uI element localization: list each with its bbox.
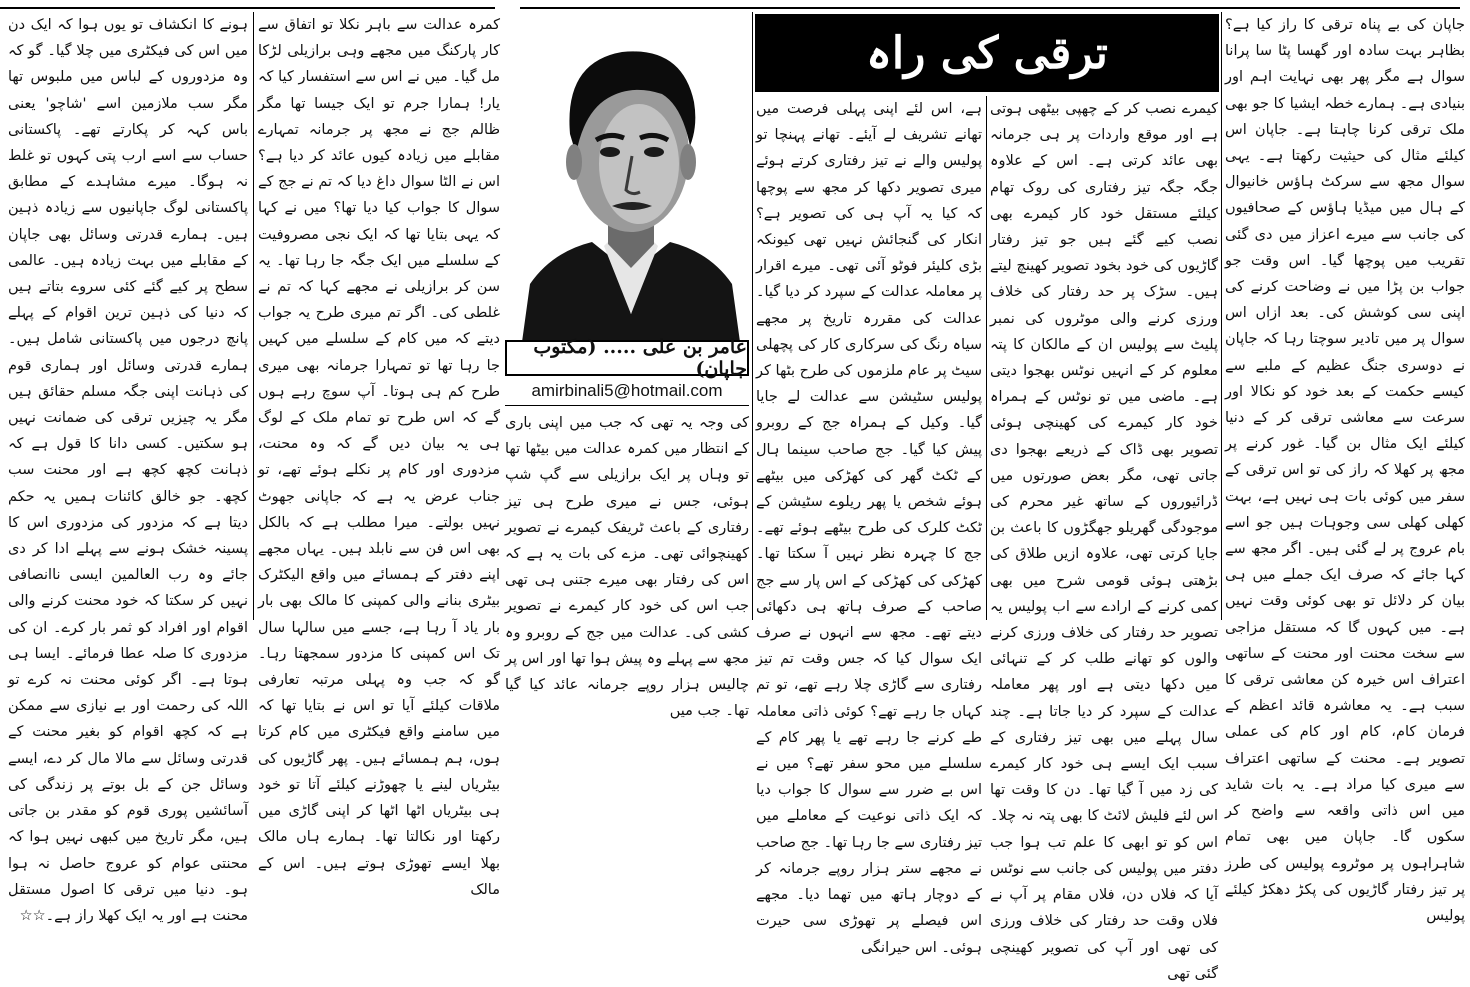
top-strip [0, 0, 1470, 10]
author-byline-box [505, 336, 749, 380]
author-photo [512, 14, 750, 342]
author-email[interactable]: amirbinali5@hotmail.com [531, 381, 723, 400]
column-text: ہے، اس لئے اپنی پہلی فرصت میں تھانے تشریف لے آیئے۔ تھانے پہنچا تو پولیس والے نے تیز رفتاری کرتے ہوئے میری تصویر دکھا کر مجھ سے پوچھا کہ کیا یہ آپ ہی کی تصویر ہے؟ انکار کی گنجائش نہیں تھی کیونکہ بڑی کلیئر فوٹو آئی تھی۔ میرے اقرار پر معاملہ عدالت کے سپرد کر دیا گیا۔ عدالت کی مقررہ تاریخ پر مجھے سیاہ رنگ کی سرکاری کار کی پچھلی سیٹ پر عام ملزموں کی طرح بٹھا کر پولیس سٹیشن سے عدالت لے جایا گیا۔ وکیل کے ہمراہ جج کے روبرو پیش کیا گیا۔ جج صاحب سینما ہال کے ٹکٹ گھر کی کھڑکی میں بیٹھے ہوئے شخص یا پھر ریلوے سٹیشن کے ٹکٹ کلرک کی طرح بیٹھے ہوئے تھے۔ جج کا چہرہ نظر نہیں آ سکتا تھا۔ کھڑکی کی کھڑکی کے اس پار سے جج صاحب کے صرف ہاتھ ہی دکھائی دیتے تھے۔ مجھ سے انہوں نے صرف ایک سوال کیا کہ جس وقت تم تیز رفتاری سے گاڑی چلا رہے تھے، تو تم کہاں جا رہے تھے؟ کوئی ذاتی معاملہ طے کرنے جا رہے تھے یا پھر کام کے سلسلے میں محو سفر تھے؟ میں نے اس بے ضرر سے سوال کا جواب دیا کہ ایک ذاتی نوعیت کے معاملے میں تیز رفتاری سے جا رہا تھا۔ جج صاحب نے مجھے ستر ہزار روپے جرمانہ کر کے دوچار ہاتھ میں تھما دیا۔ مجھے اس فیصلے پر تھوڑی سی حیرت ہوئی۔ اس حیرانگی [756, 101, 982, 956]
byline-rule [505, 405, 749, 406]
column-divider [986, 96, 987, 620]
column-divider [752, 12, 753, 620]
article-column-5 [258, 12, 500, 898]
author-byline: عامر بن علی ..... (مکتوب جاپان) [533, 336, 747, 380]
article-column-2 [990, 96, 1218, 982]
article-column-6 [8, 12, 248, 924]
article-column-1 [1225, 12, 1465, 924]
column-divider [1221, 12, 1222, 620]
author-photo-illustration [512, 14, 750, 342]
column-text: ہونے کا انکشاف تو یوں ہوا کہ ایک دن میں اس کی فیکٹری میں چلا گیا۔ گو کہ وہ مزدوروں کے لباس میں ملبوس تھا مگر سب ملازمین اسے 'شاچو' یعنی باس کہہ کر پکارتے تھے۔ پاکستانی حساب سے اسے ارب پتی کہوں تو غلط نہ ہوگا۔ میرے مشاہدے کے مطابق پاکستانی لوگ جاپانیوں سے زیادہ ذہین ہیں۔ ہمارے قدرتی وسائل بھی جاپان کے مقابلے میں بہت زیادہ ہیں۔ عالمی سطح پر کیے گئے کئی سروے بتاتے ہیں کہ دنیا کی ذہین ترین اقوام کے پہلے پانچ درجوں میں پاکستانی شامل ہیں۔ ہمارے قدرتی وسائل اور ہماری قوم کی ذہانت اپنی جگہ مسلم حقائق ہیں مگر یہ چیزیں ترقی کی ضمانت نہیں ہو سکتیں۔ کسی دانا کا قول ہے کہ ذہانت کچھ کچھ ہے اور محنت سب کچھ۔ جو خالق کائنات ہمیں یہ حکم دیتا ہے کہ مزدور کی مزدوری اس کا پسینہ خشک ہونے سے پہلے ادا کر دی جائے وہ رب العالمین ایسی ناانصافی نہیں کر سکتا کہ خود محنت کرنے والی اقوام اور افراد کو ثمر بار کرے۔ ان کی مزدوری کا صلہ عطا فرمائے۔ ایسا ہی ہوتا ہے۔ اگر کوئی محنت نہ کرے تو اللہ کی رحمت اور بے نیازی سے ممکن ہے کہ کچھ اقوام کو بغیر محنت کے قدرتی وسائل سے مالا مال کر دے، ایسے وسائل جن کے بل بوتے پر زندگی کی آسائشیں پوری قوم کو مقدر بن جاتی ہیں، مگر تاریخ میں کبھی نہیں ہوا کہ محنتی عوام کو عروج حاصل نہ ہوا ہو۔ دنیا میں ترقی کا اصول مستقل محنت ہے اور یہ ایک کھلا راز ہے۔☆☆ [8, 17, 248, 924]
column-text: کمرہ عدالت سے باہر نکلا تو اتفاق سے کار پارکنگ میں مجھے وہی برازیلی لڑکا مل گیا۔ میں نے اس سے استفسار کیا کہ یار! ہمارا جرم تو ایک جیسا تھا مگر ظالم جج نے مجھ پر جرمانہ تمہارے مقابلے میں زیادہ کیوں عائد کر دیا ہے؟ اس نے الٹا سوال داغ دیا کہ تم نے جج کے سوال کا جواب کیا دیا تھا؟ میں نے کہا کہ یہی بتایا تھا کہ ایک نجی مصروفیت کے سلسلے میں ایک جگہ جا رہا تھا۔ یہ سن کر برازیلی نے مجھے کہا کہ تم نے غلطی کی۔ اگر تم میری طرح یہ جواب دیتے کہ میں کام کے سلسلے میں کہیں جا رہا تھا تو تمہارا جرمانہ بھی میری طرح کم ہی ہوتا۔ آپ سوچ رہے ہوں گے کہ اس طرح تو تمام ملک کے لوگ ہی یہ بیان دیں گے کہ وہ محنت، مزدوری اور کام پر نکلے ہوئے تھے، تو جناب عرض یہ ہے کہ جاپانی جھوٹ نہیں بولتے۔ میرا مطلب ہے کہ بالکل بھی اس فن سے نابلد ہیں۔ یہاں مجھے اپنے دفتر کے ہمسائے میں واقع الیکٹرک بیٹری بنانے والی کمپنی کا مالک بھی بار بار یاد آ رہا ہے، جسے میں سالہا سال تک اس کمپنی کا مزدور سمجھتا رہا۔ گو کہ جب وہ پہلی مرتبہ تعارفی ملاقات کیلئے آیا تو اس نے بتایا تھا کہ میں سامنے واقع فیکٹری میں کام کرتا ہوں، ہم ہمسائے ہیں۔ پھر گاڑیوں کی بیٹریاں لینے یا چھوڑنے کیلئے آتا تو خود ہی بیٹریاں اٹھا اٹھا کر اپنی گاڑی میں رکھتا اور نکالتا تھا۔ ہمارے ہاں مالک بھلا ایسے تھوڑی ہوتے ہیں۔ اس کے مالک [258, 17, 500, 898]
top-rule-right [520, 7, 1460, 9]
column-text: کیمرے نصب کر کے چھپی بیٹھی ہوتی ہے اور موقع واردات پر ہی جرمانہ بھی عائد کرتی ہے۔ اس کے علاوہ جگہ جگہ تیز رفتاری کی روک تھام کیلئے مستقل خود کار کیمرے بھی نصب کیے گئے ہیں جو تیز رفتار گاڑیوں کی خود بخود تصویر کھینچ لیتے ہیں۔ سڑک پر حد رفتار کی خلاف ورزی کرنے والی موٹروں کی نمبر پلیٹ سے پولیس ان کے مالکان کا پتہ معلوم کر کے انہیں نوٹس بھجوا دیتی ہے۔ ماضی میں تو نوٹس کے ہمراہ خود کار کیمرے کی کھینچی ہوئی تصویر بھی ڈاک کے ذریعے بھجوا دی جاتی تھی، مگر بعض صورتوں میں ڈرائیوروں کے ساتھ غیر محرم کی موجودگی گھریلو جھگڑوں کا باعث بن جایا کرتی تھی، علاوہ ازیں طلاق کی بڑھتی ہوئی قومی شرح میں بھی کمی کرنے کے ارادے سے اب پولیس یہ تصویر حد رفتار کی خلاف ورزی کرنے والوں کو تھانے طلب کر کے تنہائی میں دکھا دیتی ہے اور پھر معاملہ عدالت کے سپرد کر دیا جاتا ہے۔ چند سال پہلے میں بھی تیز رفتاری کے سبب ایک ایسے ہی خود کار کیمرے کی زد میں آ گیا تھا۔ دن کا وقت تھا اس لئے فلیش لائٹ کا بھی پتہ نہ چلا۔ اس کو تو ابھی کا علم تب ہوا جب دفتر میں پولیس کی جانب سے نوٹس آیا کہ فلاں دن، فلاں مقام پر آپ نے فلاں وقت حد رفتار کی خلاف ورزی کی تھی اور آپ کی تصویر کھینچی گئی تھی [990, 101, 1218, 982]
column-text: کی وجہ یہ تھی کہ جب میں اپنی باری کے انتظار میں کمرہ عدالت میں بیٹھا تھا تو وہاں پر ایک برازیلی سے گپ شپ ہوئی، جس نے میری طرح ہی تیز رفتاری کے باعث ٹریفک کیمرے نے تصویر کھینچوائی تھی۔ مزے کی بات یہ ہے کہ اس کی رفتار بھی میرے جتنی ہی تھی جب اس کی خود کار کیمرے نے تصویر کشی کی۔ عدالت میں جج کے روبرو وہ مجھ سے پہلے وہ پیش ہوا تھا اور اس پر چالیس ہزار روپے جرمانہ عائد کیا گیا تھا۔ جب میں [505, 415, 749, 720]
column-divider [253, 12, 254, 620]
article-title-banner [755, 14, 1219, 92]
column-text: جاپان کی بے پناہ ترقی کا راز کیا ہے؟ بظاہر بہت سادہ اور گھسا پٹا سا پرانا سوال ہے مگر پھر بھی نہایت اہم اور بنیادی ہے۔ ہمارے خطہ ایشیا کا جو بھی ملک ترقی کرنا چاہتا ہے۔ جاپان اس کیلئے مثال کی حیثیت رکھتا ہے۔ یہی سوال مجھ سے سرکٹ ہاؤس خانیوال کے ہال میں میڈیا ہاؤس کے صحافیوں کی جانب سے میرے اعزاز میں دی گئی تقریب میں پوچھا گیا۔ اس وقت جو جواب بن پڑا میں نے وضاحت کرنے کی اپنی سی کوشش کی۔ بعد ازاں اس سوال پر میں تادیر سوچتا رہا کہ جاپان نے دوسری جنگ عظیم کے ملبے سے کیسے حکمت کے بعد خود کو نکالا اور سرعت سے معاشی ترقی کر کے دنیا کیلئے ایک مثال بن گیا۔ غور کرنے پر مجھ پر کھلا کہ راز کی تو اس ترقی کے سفر میں کوئی بات ہی نہیں ہے، بہت کھلی کھلی سی وجوہات ہیں جو اسے بام عروج پر لے گئی ہیں۔ اگر مجھ سے کہا جائے کہ صرف ایک جملے میں ہی بیان کر دلائل تو بھی کوئی وقت نہیں ہے۔ میں کہوں گا کہ مستقل مزاجی سے سخت محنت اور محنت کے ساتھی اعتراف اس خیرہ کن معاشی ترقی کا سبب ہے۔ یہ معاشرہ قائد اعظم کے فرمان کام، کام اور کام کی عملی تصویر ہے۔ محنت کے ساتھی اعتراف سے میری کیا مراد ہے۔ یہ بات شاید میں اس ذاتی واقعہ سے واضح کر سکوں گا۔ جاپان میں بھی تمام شاہراہوں پر موٹروے پولیس کی طرز پر تیز رفتار گاڑیوں کی پکڑ دھکڑ کیلئے پولیس [1225, 17, 1465, 924]
article-title: ترقی کی راہ [866, 27, 1108, 79]
article-column-4 [505, 410, 749, 720]
top-rule-left [0, 7, 495, 9]
article-column-3 [756, 96, 982, 956]
